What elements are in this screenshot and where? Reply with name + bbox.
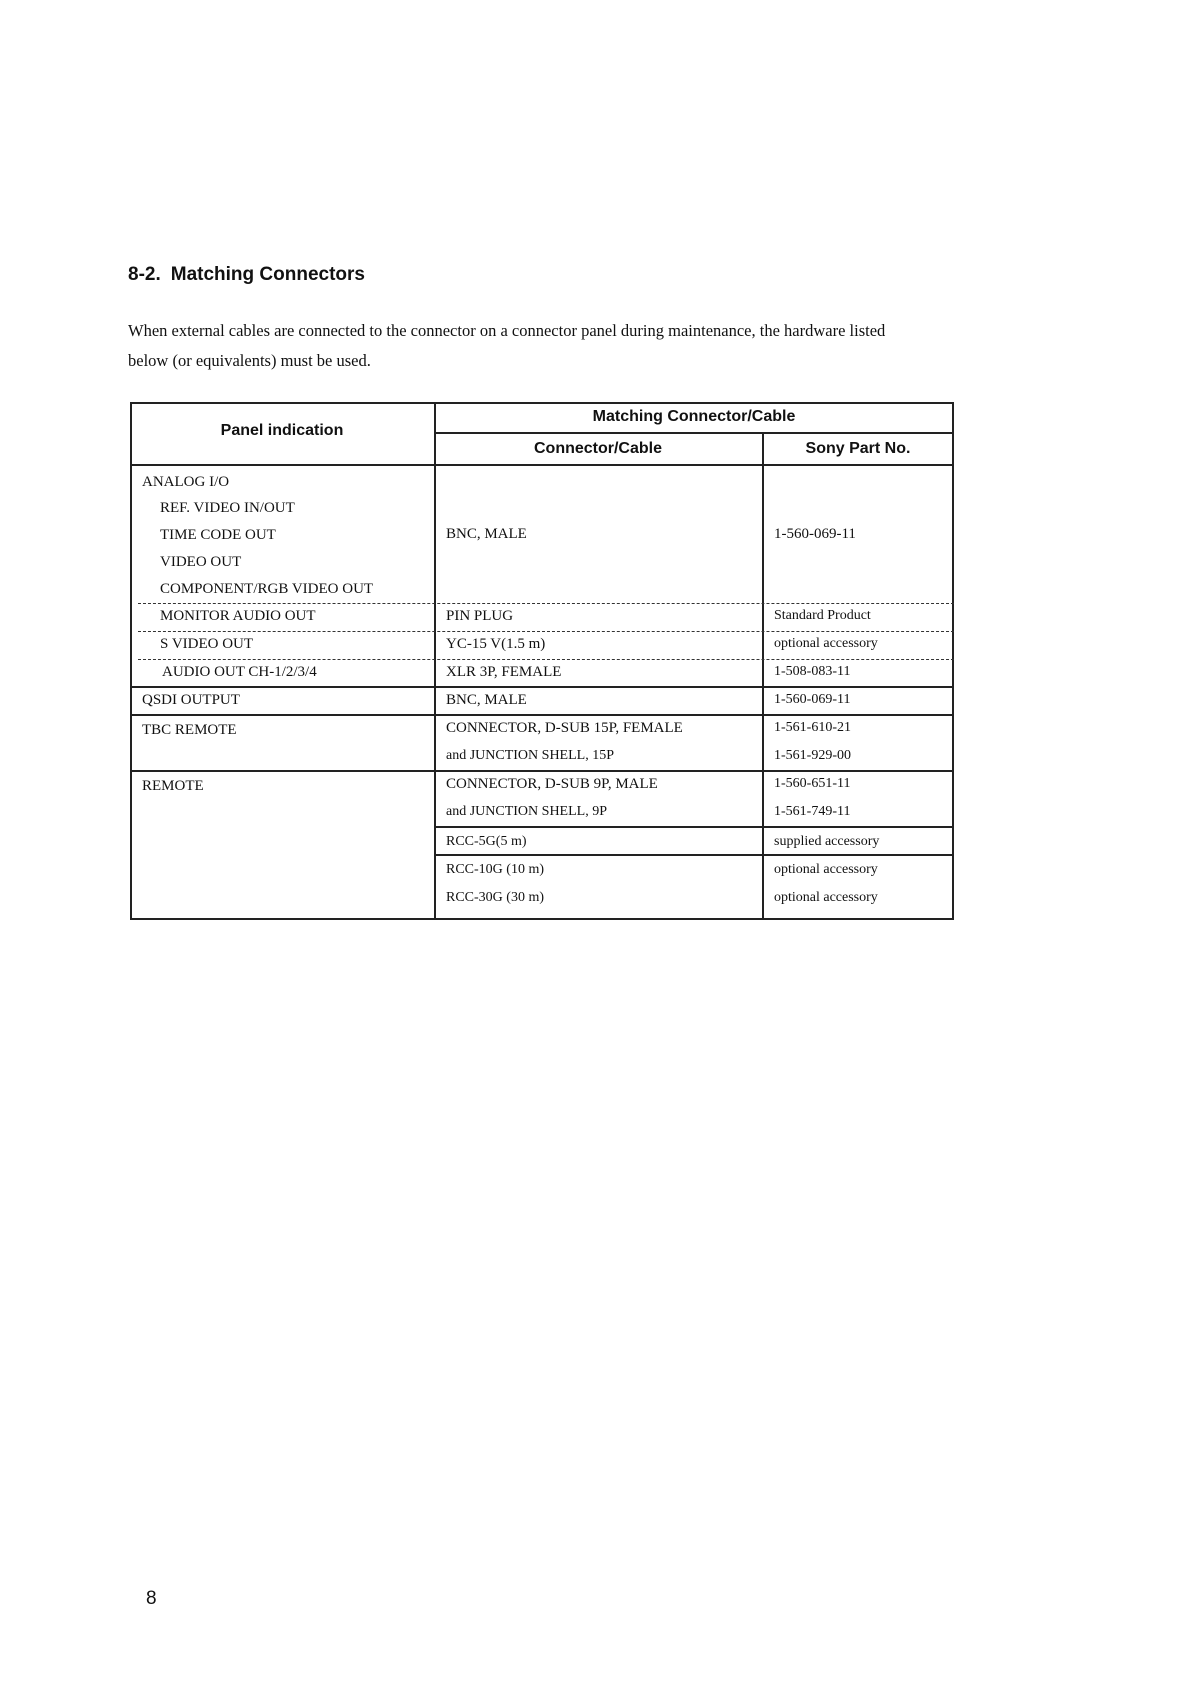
header-bottom-line: [130, 464, 954, 466]
tbc-connector: and JUNCTION SHELL, 15P: [446, 748, 614, 763]
analog-item: REF. VIDEO IN/OUT: [160, 500, 295, 516]
row-panel: MONITOR AUDIO OUT: [160, 608, 316, 624]
section-number: 8-2.: [128, 264, 161, 285]
analog-item: TIME CODE OUT: [160, 527, 276, 543]
row-connector: YC-15 V(1.5 m): [446, 636, 546, 652]
row-separator-dashed: [138, 631, 954, 632]
row-part: 1-508-083-11: [774, 664, 851, 679]
row-separator: [434, 826, 954, 828]
remote-part: 1-561-749-11: [774, 804, 851, 819]
row-connector: XLR 3P, FEMALE: [446, 664, 562, 680]
table-border-left: [130, 402, 132, 920]
row-separator-dashed: [138, 603, 954, 604]
row-part: Standard Product: [774, 608, 871, 623]
row-separator-dashed: [138, 659, 954, 660]
table-border-top: [130, 402, 954, 404]
header-panel-indication: Panel indication: [220, 422, 344, 439]
intro-line-2: below (or equivalents) must be used.: [128, 351, 371, 370]
tbc-connector: CONNECTOR, D-SUB 15P, FEMALE: [446, 720, 683, 736]
remote-connector: RCC-5G(5 m): [446, 834, 527, 849]
remote-part: supplied accessory: [774, 834, 880, 849]
intro-line-1: When external cables are connected to the connector on a connector panel during maintenance, the hardware listed: [128, 321, 886, 340]
row-part: 1-560-069-11: [774, 692, 851, 707]
page-number: 8: [146, 1588, 157, 1609]
matching-connectors-table: [130, 402, 954, 920]
table-border-bottom: [130, 918, 954, 920]
row-part: optional accessory: [774, 636, 878, 651]
header-matching: Matching Connector/Cable: [592, 408, 796, 425]
header-subdivider: [434, 432, 954, 434]
row-separator: [130, 714, 954, 716]
row-separator: [130, 686, 954, 688]
column-divider-1: [434, 402, 436, 920]
remote-connector: CONNECTOR, D-SUB 9P, MALE: [446, 776, 658, 792]
remote-part: optional accessory: [774, 890, 878, 905]
remote-part: 1-560-651-11: [774, 776, 851, 791]
row-separator: [130, 770, 954, 772]
remote-panel: REMOTE: [142, 778, 204, 794]
section-title: Matching Connectors: [170, 264, 365, 285]
row-panel: QSDI OUTPUT: [142, 692, 240, 708]
section-heading: [128, 264, 365, 286]
tbc-part: 1-561-929-00: [774, 748, 851, 763]
analog-item: COMPONENT/RGB VIDEO OUT: [160, 581, 374, 597]
row-separator: [434, 854, 954, 856]
tbc-part: 1-561-610-21: [774, 720, 851, 735]
row-connector: PIN PLUG: [446, 608, 514, 624]
row-panel: S VIDEO OUT: [160, 636, 254, 652]
header-connector-cable: Connector/Cable: [533, 440, 662, 457]
remote-connector: RCC-30G (30 m): [446, 890, 544, 905]
row-connector: BNC, MALE: [446, 692, 527, 708]
analog-connector: BNC, MALE: [446, 526, 527, 542]
analog-io-label: ANALOG I/O: [142, 474, 230, 490]
analog-item: VIDEO OUT: [160, 554, 242, 570]
header-sony-part-no: Sony Part No.: [805, 440, 911, 457]
analog-part: 1-560-069-11: [774, 526, 856, 542]
remote-connector: and JUNCTION SHELL, 9P: [446, 804, 607, 819]
row-panel: AUDIO OUT CH-1/2/3/4: [162, 664, 317, 680]
column-divider-2: [762, 432, 764, 920]
remote-connector: RCC-10G (10 m): [446, 862, 544, 877]
table-border-right: [952, 402, 954, 920]
remote-part: optional accessory: [774, 862, 878, 877]
tbc-remote-panel: TBC REMOTE: [142, 722, 237, 738]
intro-paragraph: [128, 316, 968, 376]
